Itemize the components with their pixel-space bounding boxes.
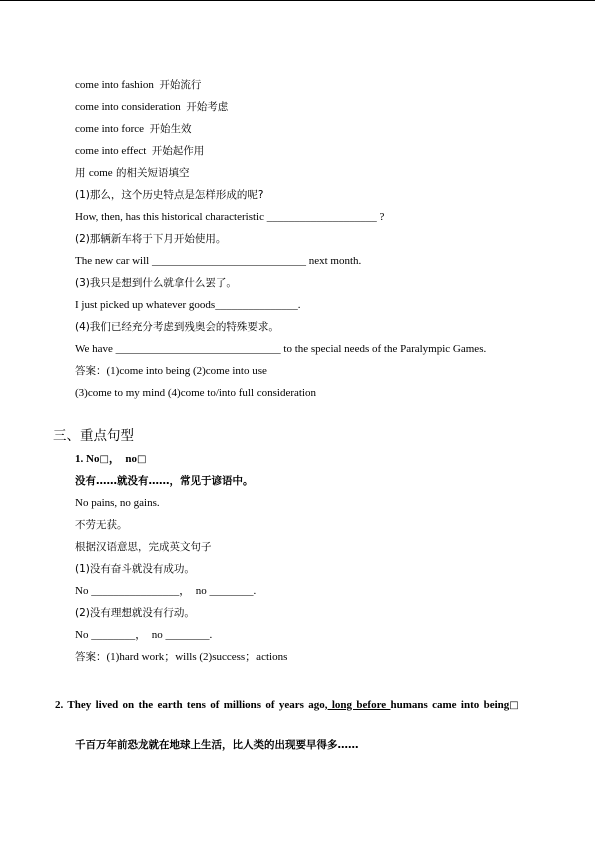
item2-title [55, 694, 541, 717]
question-cn [75, 276, 237, 290]
item1-meaning [75, 474, 254, 488]
question-text: (2)那辆新车将于下月开始使用。 [75, 233, 227, 245]
question-cn [75, 320, 279, 334]
phrase-cn: 开始流行 [159, 79, 202, 91]
phrase-line [75, 78, 201, 92]
question-text: (1)那么，这个历史特点是怎样形成的呢? [75, 189, 264, 201]
phrase-en: come into effect [75, 145, 147, 157]
item1-title [75, 452, 146, 467]
question-en: No ________， no ________. [75, 629, 213, 641]
item1-title-part: ， no [108, 453, 138, 465]
page-top-rule [0, 0, 595, 1]
phrase-cn: 开始起作用 [151, 145, 205, 157]
phrase-en: come into force [75, 123, 145, 135]
answer-text: (1)come into being (2)come into use [106, 365, 267, 377]
question-cn [75, 562, 195, 576]
section-title: 三、重点句型 [53, 428, 134, 444]
question-en: I just picked up whatever goods_______________. [75, 299, 301, 311]
phrase-line [75, 122, 192, 136]
instruction-part: 用 [75, 167, 89, 179]
phrase-en: come into consideration [75, 101, 181, 113]
question-cn [75, 188, 263, 202]
question-text: (3)我只是想到什么就拿什么罢了。 [75, 277, 237, 289]
placeholder-box-icon: □ [99, 454, 109, 465]
answer-label: 答案： [75, 651, 107, 663]
item2-part: 2. They lived on the earth tens of millions of years ago, [55, 699, 328, 711]
placeholder-box-icon: □ [509, 700, 519, 711]
task-instruction [75, 540, 212, 554]
item2-meaning [75, 738, 359, 752]
question-text: (1)没有奋斗就没有成功。 [75, 563, 195, 575]
question-en: The new car will ____________________________ next month. [75, 255, 362, 267]
question-en: How, then, has this historical characteristic ____________________ ? [75, 211, 385, 223]
question-cn [75, 606, 195, 620]
answer-line [75, 364, 267, 378]
answer-line [75, 650, 287, 664]
underlined-phrase: long before [327, 699, 391, 711]
phrase-line [75, 100, 228, 114]
answer-label: 答案： [75, 365, 107, 377]
meaning-text: 千百万年前恐龙就在地球上生活，比人类的出现要早得多…… [75, 739, 359, 751]
example-cn [75, 518, 128, 532]
question-cn [75, 232, 226, 246]
placeholder-box-icon: □ [137, 454, 147, 465]
question-en: We have ______________________________ to the special needs of the Paralympic Games. [75, 343, 487, 355]
instruction-part: come [88, 167, 113, 179]
example-en: No pains, no gains. [75, 497, 160, 509]
item2-part: humans came into being [390, 699, 510, 711]
instruction-part: 的相关短语填空 [112, 167, 190, 179]
phrase-en: come into fashion [75, 79, 154, 91]
phrase-line [75, 144, 204, 158]
example-cn-text: 不劳无获。 [75, 519, 128, 531]
answer-text: (1)hard work；wills (2)success；actions [106, 651, 288, 663]
phrase-cn: 开始生效 [149, 123, 192, 135]
answer-line: (3)come to my mind (4)come to/into full consideration [75, 387, 317, 399]
task-text: 根据汉语意思，完成英文句子 [75, 541, 212, 553]
exercise-instruction [75, 166, 190, 180]
question-en: No ________________， no ________. [75, 585, 257, 597]
question-text: (2)没有理想就没有行动。 [75, 607, 195, 619]
item1-title-part: 1. No [75, 453, 100, 465]
phrase-cn: 开始考虑 [186, 101, 229, 113]
meaning-text: 没有……就没有……，常见于谚语中。 [75, 475, 254, 487]
question-text: (4)我们已经充分考虑到残奥会的特殊要求。 [75, 321, 279, 333]
